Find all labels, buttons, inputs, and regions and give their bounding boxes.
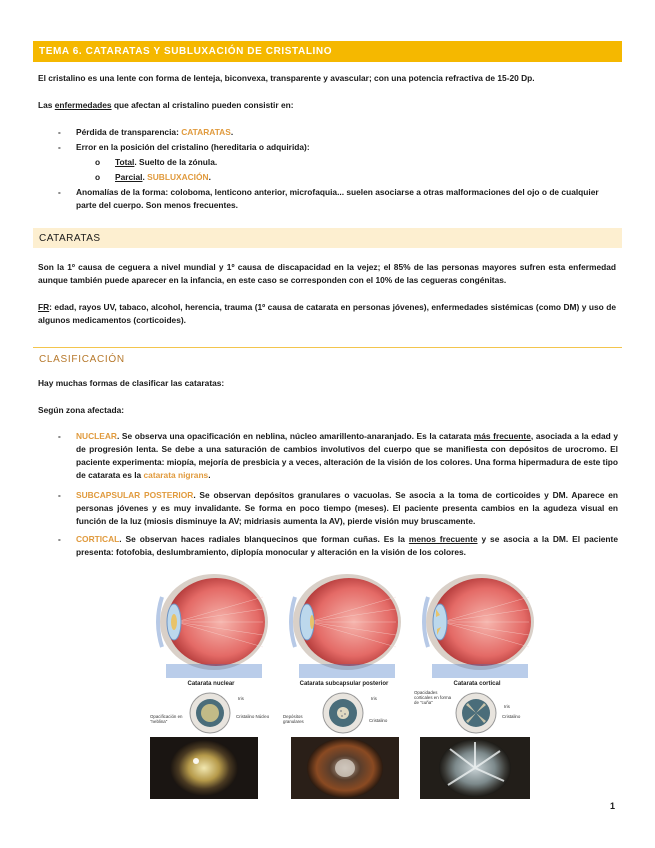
figure-nuclear: Catarata nuclear Iris Opacificación en "neblina" Cristalino Núcleo [148,567,274,799]
cataratas-term: CATARATAS [181,127,231,137]
list-item-anomalias: - Anomalías de la forma: coloboma, lenticono anterior, microfaquia... suelen asociarse a otras malformaciones del ojo o de cualquier parte del cuerpo. Son menos frecuentes. [58,187,599,211]
circle-bullet: o [95,172,101,182]
fr-term: FR [38,302,50,312]
zona-afectada-label: Según zona afectada: [38,405,125,415]
sub-item-total: o Total. Suelto de la zónula. [95,156,217,169]
figure-subcapsular: Catarata subcapsular posterior Iris Depósitos granulares Cristalino [281,567,407,799]
diagram-subcapsular [321,691,365,735]
list-item-cortical: - CORTICAL. Se observan haces radiales blanquecinos que forman cuñas. Es la menos frecuente y se asocia a la DM. El paciente presenta: fotofobia, deslumbramiento, diplopía monocular y alteración en la visión de los colores. [58,534,618,558]
subsection-heading-clasificacion: CLASIFICACIÓN [33,347,622,367]
dash-bullet: - [58,187,61,197]
list-item-nuclear: - NUCLEAR. Se observa una opacificación en neblina, núcleo amarillento-anaranjado. Es la catarata más frecuente, asociada a la edad y de progresión lenta. Se debe a una saturación de cambios involutivos del cuerpo que se manifiesta con depósitos de urocromo. El paciente experimenta: miopía, mejoría de presbicia y a veces, alteración de la visión de los colores. Una forma hipermadura de este tipo de catarata es la catarata nigrans. [58,431,619,481]
cortical-term: CORTICAL [76,534,120,544]
diagram-cortical [454,691,498,735]
caption-subcapsular: Catarata subcapsular posterior [299,681,389,687]
nuclear-term: NUCLEAR [76,431,117,441]
page-number: 1 [610,801,616,811]
caption-nuclear: Catarata nuclear [187,681,235,687]
dash-bullet: - [58,490,61,500]
sub-item-parcial: o Parcial. SUBLUXACIÓN. [95,171,211,184]
list-item-transparencia: - Pérdida de transparencia: CATARATAS. [58,126,618,139]
eye-crosssection-cortical [414,567,540,679]
intro-paragraph: El cristalino es una lente con forma de lenteja, biconvexa, transparente y avascular; con una potencia refractiva de 15-20 Dp. [38,73,535,83]
photo-nuclear [150,737,258,799]
enfermedades-term: enfermedades [54,100,112,110]
cataratas-paragraph: Son la 1º causa de ceguera a nivel mundial y 1º causa de discapacidad en la vejez; el 85% de las personas mayores sufren esta enfermedad aunque también puede aparecer en la infancia, en este caso se corresponden con el 10% de las cegueras congénitas. [38,262,616,286]
eye-crosssection-subcapsular [281,567,407,679]
circle-bullet: o [95,157,101,167]
photo-cortical [420,737,530,799]
photo-subcapsular [291,737,399,799]
diagram-nuclear [188,691,232,735]
list-item-posicion: - Error en la posición del cristalino (hereditaria o adquirida): [58,141,618,154]
factores-riesgo-paragraph: FR: edad, rayos UV, tabaco, alcohol, herencia, trauma (1º causa de catarata en personas jóvenes), enfermedades sistémicas (como DM) y uso de algunos medicamentos (corticoides). [38,302,616,326]
figure-cortical: Catarata cortical Opacidades corticales en forma de "cuña" Iris Cristalino [414,567,540,799]
enfermedades-intro: Las enfermedades que afectan al cristalino pueden consistir en: [38,100,294,110]
dash-bullet: - [58,431,61,441]
clasificacion-intro: Hay muchas formas de clasificar las cataratas: [38,378,225,388]
topic-title: TEMA 6. CATARATAS Y SUBLUXACIÓN DE CRISTALINO [33,41,622,62]
section-heading-cataratas: CATARATAS [33,228,622,248]
dash-bullet: - [58,142,61,152]
nigrans-term: catarata nigrans [143,470,209,481]
list-item-subcapsular: - SUBCAPSULAR POSTERIOR. Se observan depósitos granulares o vacuolas. Se asocia a la toma de corticoides y DM. Aparece en personas jóvenes y es muy invalidante. Se forma en poco tiempo (meses). El paciente presenta cambios en la agudeza visual en función de la luz (miosis disminuye la AV; midriasis aumenta la AV), pierde visión muy bruscamente. [58,490,618,527]
dash-bullet: - [58,127,61,137]
eye-crosssection-nuclear [148,567,274,679]
cataract-figure [148,567,542,799]
dash-bullet: - [58,534,61,544]
caption-cortical: Catarata cortical [453,681,501,687]
subcapsular-term: SUBCAPSULAR POSTERIOR [76,490,194,500]
subluxacion-term: SUBLUXACIÓN [147,172,209,182]
